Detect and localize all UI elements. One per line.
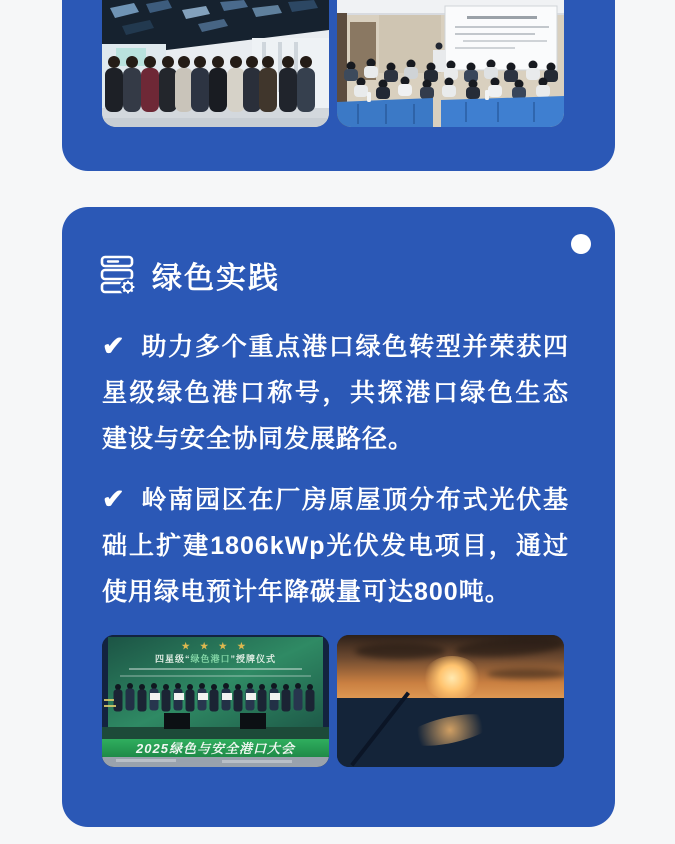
- banner-small-text-line: [129, 668, 302, 670]
- green-photo-row: [62, 635, 615, 767]
- exhibition-hall-photo: [102, 0, 329, 127]
- conference-hall-photo: [337, 0, 564, 127]
- sun: [423, 656, 481, 700]
- check-icon: ✔: [102, 331, 125, 361]
- stage-banner-text: 2025绿色与安全港口大会: [136, 741, 295, 756]
- four-stars-label: ★ ★ ★ ★: [181, 641, 250, 651]
- bullet-text-2: 岭南园区在厂房原屋顶分布式光伏基础上扩建1806kWp光伏发电项目，通过使用绿电预计年降碳量可达800吨。: [102, 486, 569, 606]
- top-photo-row: [62, 0, 615, 127]
- solar-panels-photo: [337, 635, 564, 767]
- card-header: [62, 207, 615, 297]
- server-gear-icon: [100, 254, 138, 296]
- bullet-item-2: [102, 476, 569, 615]
- top-activity-card: [62, 0, 615, 171]
- award-ceremony-photo: [102, 635, 329, 767]
- card-title: 绿色实践: [152, 262, 280, 295]
- card-corner-dot: [571, 234, 591, 254]
- conference-photo-art: [337, 0, 564, 127]
- award-banner-title: 四星级“绿色港口”授牌仪式: [154, 654, 277, 664]
- server-gear-icon-art: [100, 254, 138, 296]
- bullet-text-1: 助力多个重点港口绿色转型并荣获四星级绿色港口称号，共探港口绿色生态建设与安全协同发展路径。: [102, 333, 569, 453]
- green-practice-card: [62, 207, 615, 827]
- cloud: [355, 643, 445, 659]
- bullet-item-1: [102, 323, 569, 462]
- check-icon: ✔: [102, 484, 125, 514]
- banner-small-text-line: [120, 675, 311, 677]
- exhibition-photo-art: [102, 0, 329, 127]
